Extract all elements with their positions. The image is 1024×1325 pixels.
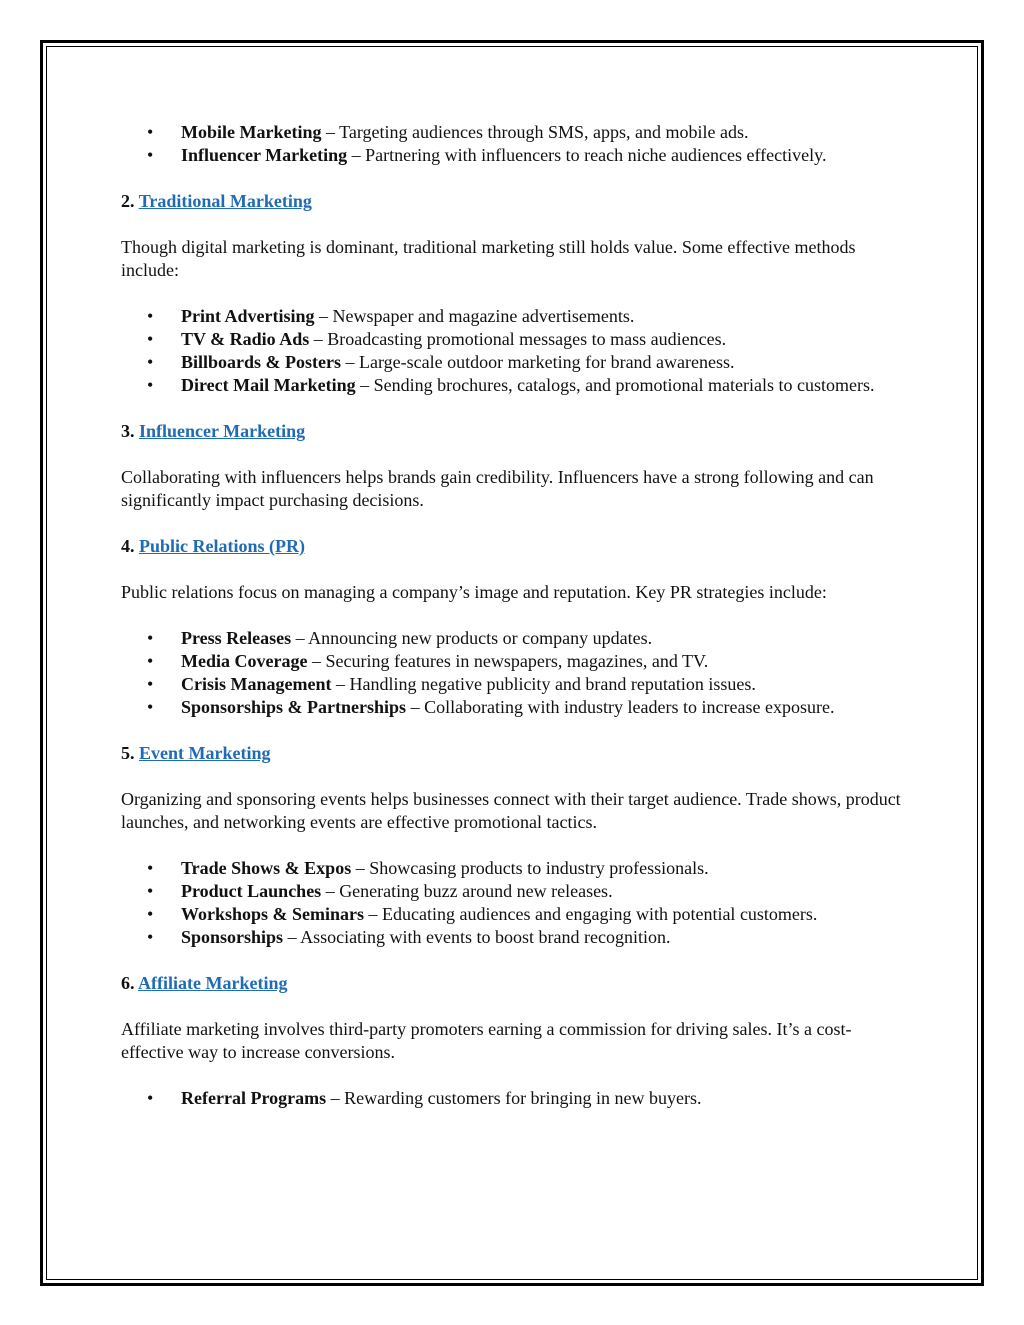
list-item [121,374,911,397]
list-item [121,121,911,144]
section-paragraph: Collaborating with influencers helps brands gain credibility. Influencers have a strong following and can significantly impact purchasing decisions. [121,467,874,510]
section-number: 6. [121,973,135,993]
section-bullet-list [121,857,911,949]
item-desc: – Educating audiences and engaging with potential customers. [364,904,818,924]
section-link-influencer-marketing[interactable]: Influencer Marketing [139,421,306,441]
item-desc: – Announcing new products or company updates. [291,628,653,648]
item-term: TV & Radio Ads [181,329,310,349]
list-item [121,696,911,719]
list-item [121,673,911,696]
top-bullet-list [121,121,911,167]
section-paragraph: Though digital marketing is dominant, traditional marketing still holds value. Some effective methods include: [121,237,856,280]
item-desc: – Collaborating with industry leaders to increase exposure. [406,697,835,717]
section-heading-affiliate-marketing [121,972,911,995]
item-desc: – Targeting audiences through SMS, apps, and mobile ads. [321,122,749,142]
list-item [121,305,911,328]
item-desc: – Newspaper and magazine advertisements. [314,306,635,326]
section-link-traditional-marketing[interactable]: Traditional Marketing [138,191,312,211]
section-heading-influencer-marketing [121,420,911,443]
list-item [121,1087,911,1110]
section-link-event-marketing[interactable]: Event Marketing [139,743,271,763]
list-item [121,144,911,167]
item-term: Crisis Management [181,674,332,694]
list-item [121,650,911,673]
item-term: Workshops & Seminars [181,904,365,924]
item-term: Billboards & Posters [181,352,341,372]
item-term: Sponsorships [181,927,284,947]
list-item [121,627,911,650]
item-desc: – Large-scale outdoor marketing for brand awareness. [341,352,735,372]
list-item [121,903,911,926]
item-desc: – Partnering with influencers to reach niche audiences effectively. [347,145,827,165]
item-desc: – Handling negative publicity and brand reputation issues. [331,674,756,694]
item-desc: – Sending brochures, catalogs, and promotional materials to customers. [355,375,875,395]
item-desc: – Generating buzz around new releases. [321,881,613,901]
section-number: 3. [121,421,135,441]
document-body [121,121,911,1110]
item-term: Influencer Marketing [181,145,348,165]
section-number: 2. [121,191,135,211]
section-heading-traditional-marketing [121,190,911,213]
section-bullet-list [121,1087,911,1110]
section-link-affiliate-marketing[interactable]: Affiliate Marketing [138,973,288,993]
list-item [121,328,911,351]
item-term: Press Releases [181,628,292,648]
item-term: Direct Mail Marketing [181,375,356,395]
section-heading-public-relations [121,535,911,558]
item-term: Sponsorships & Partnerships [181,697,407,717]
item-term: Product Launches [181,881,322,901]
item-desc: – Rewarding customers for bringing in new buyers. [326,1088,702,1108]
item-term: Referral Programs [181,1088,327,1108]
section-paragraph: Public relations focus on managing a company’s image and reputation. Key PR strategies include: [121,582,827,602]
section-paragraph: Affiliate marketing involves third-party promoters earning a commission for driving sales. It’s a cost-effective way to increase conversions. [121,1019,852,1062]
section-number: 5. [121,743,135,763]
item-desc: – Broadcasting promotional messages to mass audiences. [309,329,727,349]
item-term: Trade Shows & Expos [181,858,352,878]
item-desc: – Showcasing products to industry professionals. [351,858,709,878]
section-bullet-list [121,305,911,397]
item-desc: – Associating with events to boost brand recognition. [283,927,671,947]
section-heading-event-marketing [121,742,911,765]
list-item [121,926,911,949]
list-item [121,351,911,374]
item-desc: – Securing features in newspapers, magazines, and TV. [307,651,709,671]
section-link-public-relations[interactable]: Public Relations (PR) [139,536,305,556]
item-term: Print Advertising [181,306,315,326]
section-bullet-list [121,627,911,719]
section-paragraph: Organizing and sponsoring events helps businesses connect with their target audience. Trade shows, product launches, and networking events are effective promotional tactics. [121,789,901,832]
section-number: 4. [121,536,135,556]
list-item [121,857,911,880]
item-term: Media Coverage [181,651,308,671]
item-term: Mobile Marketing [181,122,322,142]
list-item [121,880,911,903]
